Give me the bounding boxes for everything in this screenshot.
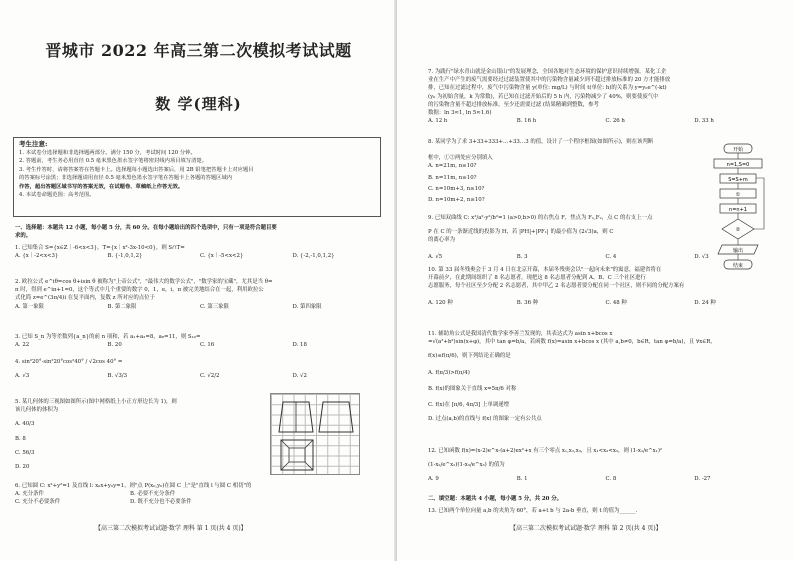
notice-box: [13, 137, 381, 217]
flow-output: 输出: [732, 248, 744, 254]
options: A. 充分条件 B. 必要不充分条件: [15, 491, 176, 498]
exam-subtitle: 数 学(理科): [155, 95, 242, 113]
question-13: 13. 已知两个单位向量 a,b 的夹角为 60°，若 a+t b 与 2a-b 垂直，则 t 的值为______.: [428, 508, 638, 515]
section-2: 二、填空题：本题共 4 小题，每小题 5 分，共 20 分。 13. 已知两个单位向量 a,b 的夹角为 60°，若 a+t b 与 2a-b 垂直，则 t 的值为______.: [428, 495, 783, 515]
question-2: 2. 欧拉公式 e^iθ=cos θ+isin θ 被称为"上帝公式"，"最伟大的数学公式"，"数学家的宝藏"，尤其是当 θ= π 时，得到 e^iπ+1=0，这个等式中几个重要的数字 0，1，e，i，π 被完美地结合在一起，利用欧拉公 式化简 z=e^(3π/4)i 在复平面内，复数 z 所对应的点位于 A. 第一象限 B. 第二象限 C. 第三象限 D. 第四象限: [15, 278, 385, 311]
question-1: [15, 244, 385, 260]
options: A. 22 B. 20 C. 16 D. 18: [15, 342, 307, 349]
notice-line: 3. 考生作答时，请将答案答在答题卡上。选择题每小题选出答案后，用 2B 铅笔把答题卡上对应题目: [19, 166, 254, 173]
question-3: 3. 已知 S_n 为等差数列{a_n}的前 n 项和，若 a₁+a₃=8，a₈=11，则 S₁₀= A. 22 B. 20 C. 16 D. 18: [15, 333, 385, 349]
options: A. √3 B. √3/3 C. √2/2 D. √2: [15, 373, 307, 380]
options: A. 12 h B. 16 h C. 26 h D. 33 h: [428, 118, 714, 125]
options: A. {x｜-2<x<3} B. {-1,0,1,2} C. {x｜-5<x<2} D. {-2,-1,0,1,2}: [15, 253, 335, 260]
flow-step-1: ①: [735, 192, 741, 198]
options: A. 120 种 B. 36 种 C. 48 种 D. 24 种: [428, 299, 716, 306]
question-5: 5. 某几何体的三视图如图所示(图中网格纸上小正方形边长为 1)，则 该几何体的体积为 A. 40/3 B. 8 C. 56/3 D. 20: [15, 399, 177, 471]
flow-sum: S=S+m: [728, 177, 748, 183]
section-1-heading: 一、选择题：本题共 12 小题，每小题 5 分，共 60 分。在每小题给出的四个选项中，只有一项是符合题目要 求的。: [15, 225, 277, 240]
flow-step-2: ②: [735, 227, 741, 233]
question-7: 7. 为践行"绿水青山就是金山银山"的发展理念，全国各地对生态环境的保护意识持续增强。某化工企 业在生产中产生的废气需要经过过滤装置使其中的污染物含量减少到不超过排放标准的 20 方才能排放 排，已知在过滤过程中，废气中污染物含量 y(单位: mg/L) 与时间 t(单位: h)的关系为 y=y₀e^(-kt) (y₀ 为初始含量，k 为常数)，若已知在过滤开始后的 5 h 内，污染物减少了 40%，则要使废气中 的污染物含量不超过排放标准，至少还需要过滤 (结果精确到整数，参考 数据：ln 3≈1, ln 5≈1.6) A. 12 h B. 16 h C. 26 h D. 33 h: [428, 68, 783, 125]
flow-start: 开始: [732, 147, 744, 153]
question-8: 8. 某同学为了求 3+33+333+…+33…3 的值，设计了一个程序框图(如图所示)，则在该判断 框中，①②两处应分别填入 A. n=21m, n≥10? B. n=11m, n≥10? C. n=10m+3, n≥10? D. n=10m+2, n≥10?: [428, 139, 654, 204]
question-4: 4. sin²20°-sin²20°cos²40° / √2cos 40° = A. √3 B. √3/3 C. √2/2 D. √2: [15, 358, 385, 380]
notice-heading: 考生注意:: [19, 140, 48, 148]
question-10: 10. 第 33 届冬残奥会于 3 月 4 日在北京开幕，本届冬残奥会以"一起向未来"的寓意，福建省将在 开幕前夕，在此期间组织了 8 名志愿者，现把这 8 名志愿者分配到 A、B、C 三个社区进行 志愿服务，每个社区至少分配 2 名志愿者，其中甲乙 2 名志愿者要分配在同一个社区，则不同的分配方案有 A. 120 种 B. 36 种 C. 48 种 D. 24 种: [428, 266, 783, 307]
three-view-drawing: [271, 394, 361, 476]
question-9: 9. 已知双曲线 C: x²/a²-y²/b²=1 (a>0,b>0) 的右焦点 F，焦点为 F₁,F₂，点 C 的右支上一点 P 在 C 的一条渐近线的投影为 H，若 |PH|+|PF₁| 的最小值为 (2√3)a，则 C 的离心率为 A. √5 B. 3 C. 4 D. √3: [428, 214, 783, 261]
question-text: 1. 已知集合 S={x∈Z｜-6<x<3}，T={x｜x²-3x-10<0}，则 S∩T=: [15, 245, 185, 251]
options: A. 9 B. 1 C. 8 D. -27: [428, 476, 711, 483]
question-6: 6. 已知圆 C: x²+y²=1 及直线 l: x₀x+y₀y=1，则"点 P(x₀,y₀)在圆 C 上"是"直线 l 与圆 C 相切"的 A. 充分条件 B. 必要不充分条件 C. 充分不必要条件 D. 既不充分也不必要条件: [15, 483, 252, 506]
options: A. √5 B. 3 C. 4 D. √3: [428, 253, 709, 260]
notice-line: 4. 本试卷命题范围：高考范围。: [19, 192, 95, 199]
three-view-grid-figure: [270, 393, 360, 475]
exam-title: 晋城市 2022 年高三第二次模拟考试试题: [45, 41, 352, 60]
question-11: 11. 辅助角公式是我国清代数学家李善兰发现的，其表达式为 asin x+bcos x =√(a²+b²)sin(x+φ)，其中 tan φ=b/a，若函数 f(x)=asin x+bcos x (其中 a,b≠0，b∈R，tan φ=b/a)，且 ∀x∈R， f(x)≤f(π/6)，则下列结论正确的是 A. f(π/3)>f(π/4) B. f(x)的图象关于直线 x=5π/6 对称 C. f(x)在 [π/6, 4π/3] 上单调递增 D. 过点(a,b)的直线与 f(x) 的图象一定有公共点: [428, 331, 716, 423]
notice-line: 1. 本试卷分选择题和非选择题两部分。满分 150 分，考试时间 120 分钟。: [19, 150, 196, 156]
page-footer: 【高三第二次模拟考试试题·数学 理科 第 2 页(共 4 页)】: [510, 525, 662, 532]
options: C. 充分不必要条件 D. 既不充分也不必要条件: [15, 499, 192, 506]
flow-end: 结束: [732, 263, 744, 269]
notice-line: 的答案标号涂黑；非选择题请用直径 0.5 毫米黑色墨水签字笔在答题卡上各题的答题区域内: [19, 175, 233, 182]
flow-increment: n=n+1: [729, 207, 747, 213]
page-footer: 【高三第二次模拟考试试题·数学 理科 第 1 页(共 4 页)】: [95, 525, 247, 532]
question-12: 12. 已知函数 f(x)=(x-2)e^x-(a+2)ex²+x 有三个零点 x₁,x₂,x₃，且 x₁<x₂<x₃，则 (1-x₁/e^x₁)² (1-x₂/e^x₂)(1-x₃/e^x₃) 的值为 A. 9 B. 1 C. 8 D. -27: [428, 447, 783, 484]
notice-line: 2. 答题前，考生务必用直径 0.5 毫米黑色墨水签字笔将密封线内项目填写清楚。: [19, 158, 208, 165]
options: A. 第一象限 B. 第二象限 C. 第三象限 D. 第四象限: [15, 303, 322, 310]
notice-line: 作答，超出答题区域书写的答案无效，在试题卷、草稿纸上作答无效。: [19, 183, 184, 190]
flow-init: n=1,S=0: [726, 162, 750, 168]
